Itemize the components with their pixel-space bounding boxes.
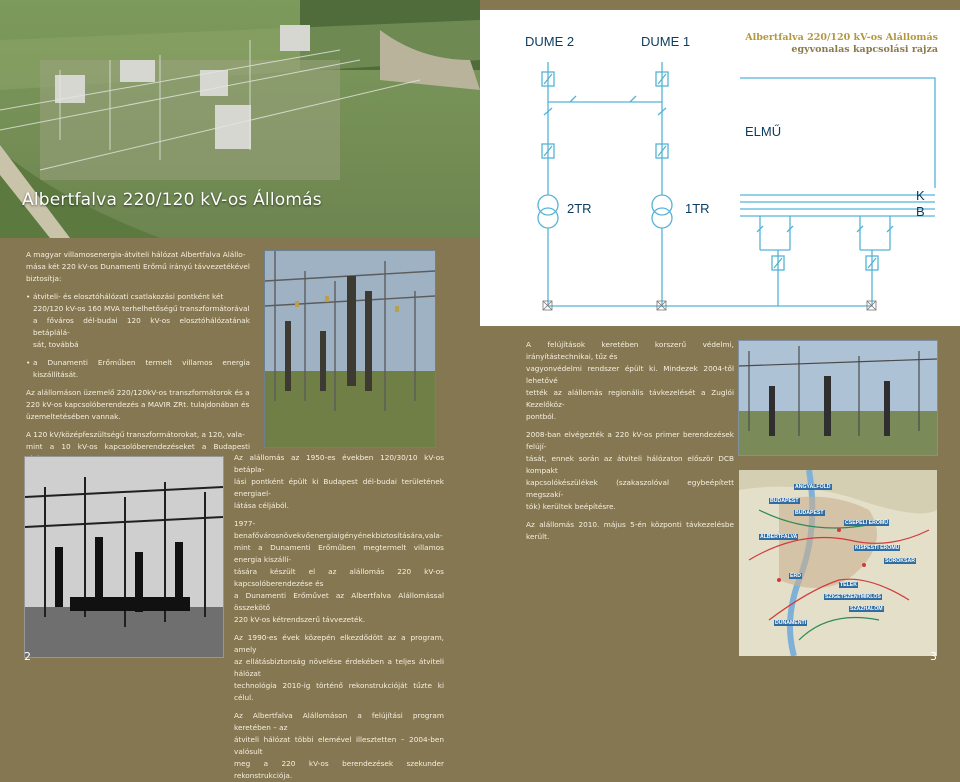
switchyard-photo-color	[264, 250, 436, 448]
region-map	[739, 470, 937, 656]
map-label: BUDAPEST	[795, 510, 824, 516]
single-line-diagram	[480, 10, 960, 326]
bullet-line: sát, továbbá	[33, 340, 79, 349]
para-line: üzemeltetésében vannak.	[26, 412, 121, 421]
map-label: BUDAPEST	[770, 498, 799, 504]
para-line: 220 kV-os kapcsolóberendezés a MAVIR ZRt. tulajdonában és	[26, 400, 250, 409]
para-line: vagyonvédelmi rendszer épült ki. Mindezek 2004-től lehetővé	[526, 364, 734, 385]
para-line: meg a 220 kV-os berendezések szekunder rekonstrukciója.	[234, 759, 444, 780]
para-line: A 120 kV/középfeszültségű transzformátorokat, a 120, vala-	[26, 430, 245, 439]
para-line: kapcsolókészülékek (szakaszolóval egybeépített megszakí-	[526, 478, 734, 499]
para-line: tására készült el az alállomás 220 kV-os kapcsolóberendezése és	[234, 567, 444, 588]
bullet-line: a Dunamenti Erőműben termelt villamos energia kiszállítását.	[33, 358, 250, 379]
para-line: mint a 10 kV-os kapcsolóberendezéseket a Budapesti	[26, 442, 250, 451]
para-line: Az Albertfalva Alállomáson a felújítási program keretében – az	[234, 711, 444, 732]
para-line: A felújítások keretében korszerű védelmi, irányítástechnikai, tűz és	[526, 340, 734, 361]
diagram-title-line2: egyvonalas kapcsolási rajza	[791, 44, 938, 55]
para-line: tását, ennek során az átviteli hálózaton először DCB kompakt	[526, 454, 734, 475]
bullet-line: • átviteli- és elosztóhálózati csatlakozási pontként két	[33, 292, 224, 301]
bullet-line: a főváros dél-budai 120 kV-os elosztóhálózatának betáplálá-	[33, 316, 250, 337]
page-number-left: 2	[24, 650, 31, 663]
para-line: Az alállomáson üzemelő 220/120kV-os transzformátorok és a	[26, 388, 250, 397]
map-label: DUNAMENTI	[775, 620, 807, 626]
para-line: látása céljából.	[234, 501, 289, 510]
para-line: tették az alállomás regionális távkezelését a Zuglói Kezelőköz-	[526, 388, 734, 409]
map-label: ALBERTFALVA	[760, 534, 798, 540]
map-label: ÉRD	[790, 573, 801, 579]
bullet-line: 220/120 kV-os 160 MVA terhelhetőségű transzformátorával	[33, 304, 250, 313]
para-line: 1977-benafővárosnövekvőenergiaigényénekbiztosítására,vala-	[234, 519, 443, 540]
left-page	[0, 0, 480, 780]
para-line: Az 1990-es évek közepén elkezdődött az a program, amely	[234, 633, 444, 654]
page-number-right: 3	[930, 650, 937, 663]
diagram-title-line1: Albertfalva 220/120 kV-os Alállomás	[745, 32, 938, 43]
para-line: technológia 2010-ig történő rekonstrukcióját tűzte ki célul.	[234, 681, 444, 702]
intro-line: biztosítja:	[26, 274, 62, 283]
para-line: 2008-ban elvégezték a 220 kV-os primer berendezések felújí-	[526, 430, 734, 451]
busbar-b-label: B	[916, 204, 925, 219]
para-line: mint a Dunamenti Erőműben megtermelt villamos energia kiszállí-	[234, 543, 444, 564]
map-label: CSEPELI ERŐMŰ	[845, 520, 888, 526]
switchyard-photo-bw	[24, 456, 224, 658]
para-line: pontból.	[526, 412, 557, 421]
elmu-label: ELMŰ	[745, 124, 782, 139]
para-line: az ellátásbiztonság növelése érdekében a teljes átviteli hálózat	[234, 657, 444, 678]
bullet-item	[26, 357, 250, 381]
bullet-list	[26, 291, 250, 381]
dume2-label: DUME 2	[525, 34, 575, 49]
para-line: lási pontként épült ki Budapest dél-budai területének energiael-	[234, 477, 444, 498]
tr1-label: 1TR	[685, 201, 710, 216]
bullet-item	[26, 291, 250, 351]
column2-text	[234, 452, 444, 782]
intro-line: A magyar villamosenergia-átviteli hálózat Albertfalva Alállo-	[26, 250, 246, 259]
map-label: TELEK	[840, 582, 858, 588]
para-line: Az alállomás 2010. május 5-én központi távkezelésbe került.	[526, 520, 734, 541]
right-text-col	[526, 339, 734, 543]
diagram-title	[745, 32, 938, 56]
para-line: átviteli hálózat többi elemével illesztetten – 2004-ben valósult	[234, 735, 444, 756]
para-line: a Dunamenti Erőművet az Albertfalva Alállomással összekötő	[234, 591, 444, 612]
tr2-label: 2TR	[567, 201, 592, 216]
para-line: 220 kV-os kétrendszerű távvezeték.	[234, 615, 366, 624]
para-line: tók) kerültek beépítésre.	[526, 502, 616, 511]
map-label: SOROKSÁR	[885, 558, 915, 564]
para-line: Az alállomás az 1950-es években 120/30/10 kV-os betápla-	[234, 453, 444, 474]
map-label: ANGYALFÖLD	[795, 484, 831, 490]
substation-aerial-photo	[0, 0, 480, 238]
hero-title: Albertfalva 220/120 kV-os Állomás	[22, 190, 322, 210]
map-label: SZÁZHALOM	[850, 606, 883, 612]
substation-photo-right	[738, 340, 938, 456]
intro-line: mása két 220 kV-os Dunamenti Erőmű irányú távvezetékével	[26, 262, 250, 271]
busbar-k-label: K	[916, 188, 925, 203]
map-label: KISPESTI ERŐMŰ	[855, 545, 900, 551]
map-label: SZIGETSZENTMIKLÓS	[825, 594, 881, 600]
intro-text	[26, 249, 250, 477]
dume1-label: DUME 1	[641, 34, 691, 49]
